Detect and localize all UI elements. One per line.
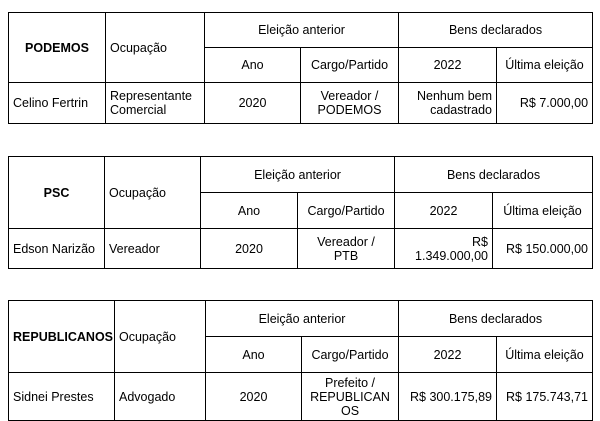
party-table-republicanos <box>8 300 593 421</box>
party-name: PODEMOS <box>9 13 106 83</box>
party-name: PSC <box>9 157 105 229</box>
office-party: Vereador / PODEMOS <box>301 83 399 124</box>
party-table-podemos <box>8 12 593 124</box>
election-year: 2020 <box>206 373 302 421</box>
office-party: Vereador / PTB <box>298 229 395 269</box>
occupation-header: Ocupação <box>105 157 201 229</box>
candidate-occupation: Representante Comercial <box>106 83 205 124</box>
election-year: 2020 <box>201 229 298 269</box>
declared-assets-header: Bens declarados <box>399 13 593 48</box>
candidate-occupation: Advogado <box>115 373 206 421</box>
assets-current: R$ 300.175,89 <box>399 373 497 421</box>
year-header: Ano <box>201 193 298 229</box>
assets-last-header: Última eleição <box>497 337 593 373</box>
party-name: REPUBLICANOS <box>9 301 115 373</box>
assets-last: R$ 175.743,71 <box>497 373 593 421</box>
previous-election-header: Eleição anterior <box>205 13 399 48</box>
previous-election-header: Eleição anterior <box>201 157 395 193</box>
office-party: Prefeito / REPUBLICAN OS <box>302 373 399 421</box>
assets-current-header: 2022 <box>399 48 497 83</box>
year-header: Ano <box>206 337 302 373</box>
occupation-header: Ocupação <box>115 301 206 373</box>
assets-last: R$ 150.000,00 <box>493 229 593 269</box>
election-year: 2020 <box>205 83 301 124</box>
previous-election-header: Eleição anterior <box>206 301 399 337</box>
assets-last-header: Última eleição <box>493 193 593 229</box>
candidate-name: Celino Fertrin <box>9 83 106 124</box>
assets-last: R$ 7.000,00 <box>497 83 593 124</box>
office-party-header: Cargo/Partido <box>301 48 399 83</box>
assets-current: Nenhum bem cadastrado <box>399 83 497 124</box>
declared-assets-header: Bens declarados <box>395 157 593 193</box>
year-header: Ano <box>205 48 301 83</box>
candidate-occupation: Vereador <box>105 229 201 269</box>
candidate-name: Edson Narizão <box>9 229 105 269</box>
occupation-header: Ocupação <box>106 13 205 83</box>
assets-current-header: 2022 <box>399 337 497 373</box>
office-party-header: Cargo/Partido <box>298 193 395 229</box>
assets-last-header: Última eleição <box>497 48 593 83</box>
declared-assets-header: Bens declarados <box>399 301 593 337</box>
assets-current: R$ 1.349.000,00 <box>395 229 493 269</box>
party-table-psc <box>8 156 593 269</box>
candidate-name: Sidnei Prestes <box>9 373 115 421</box>
office-party-header: Cargo/Partido <box>302 337 399 373</box>
assets-current-header: 2022 <box>395 193 493 229</box>
